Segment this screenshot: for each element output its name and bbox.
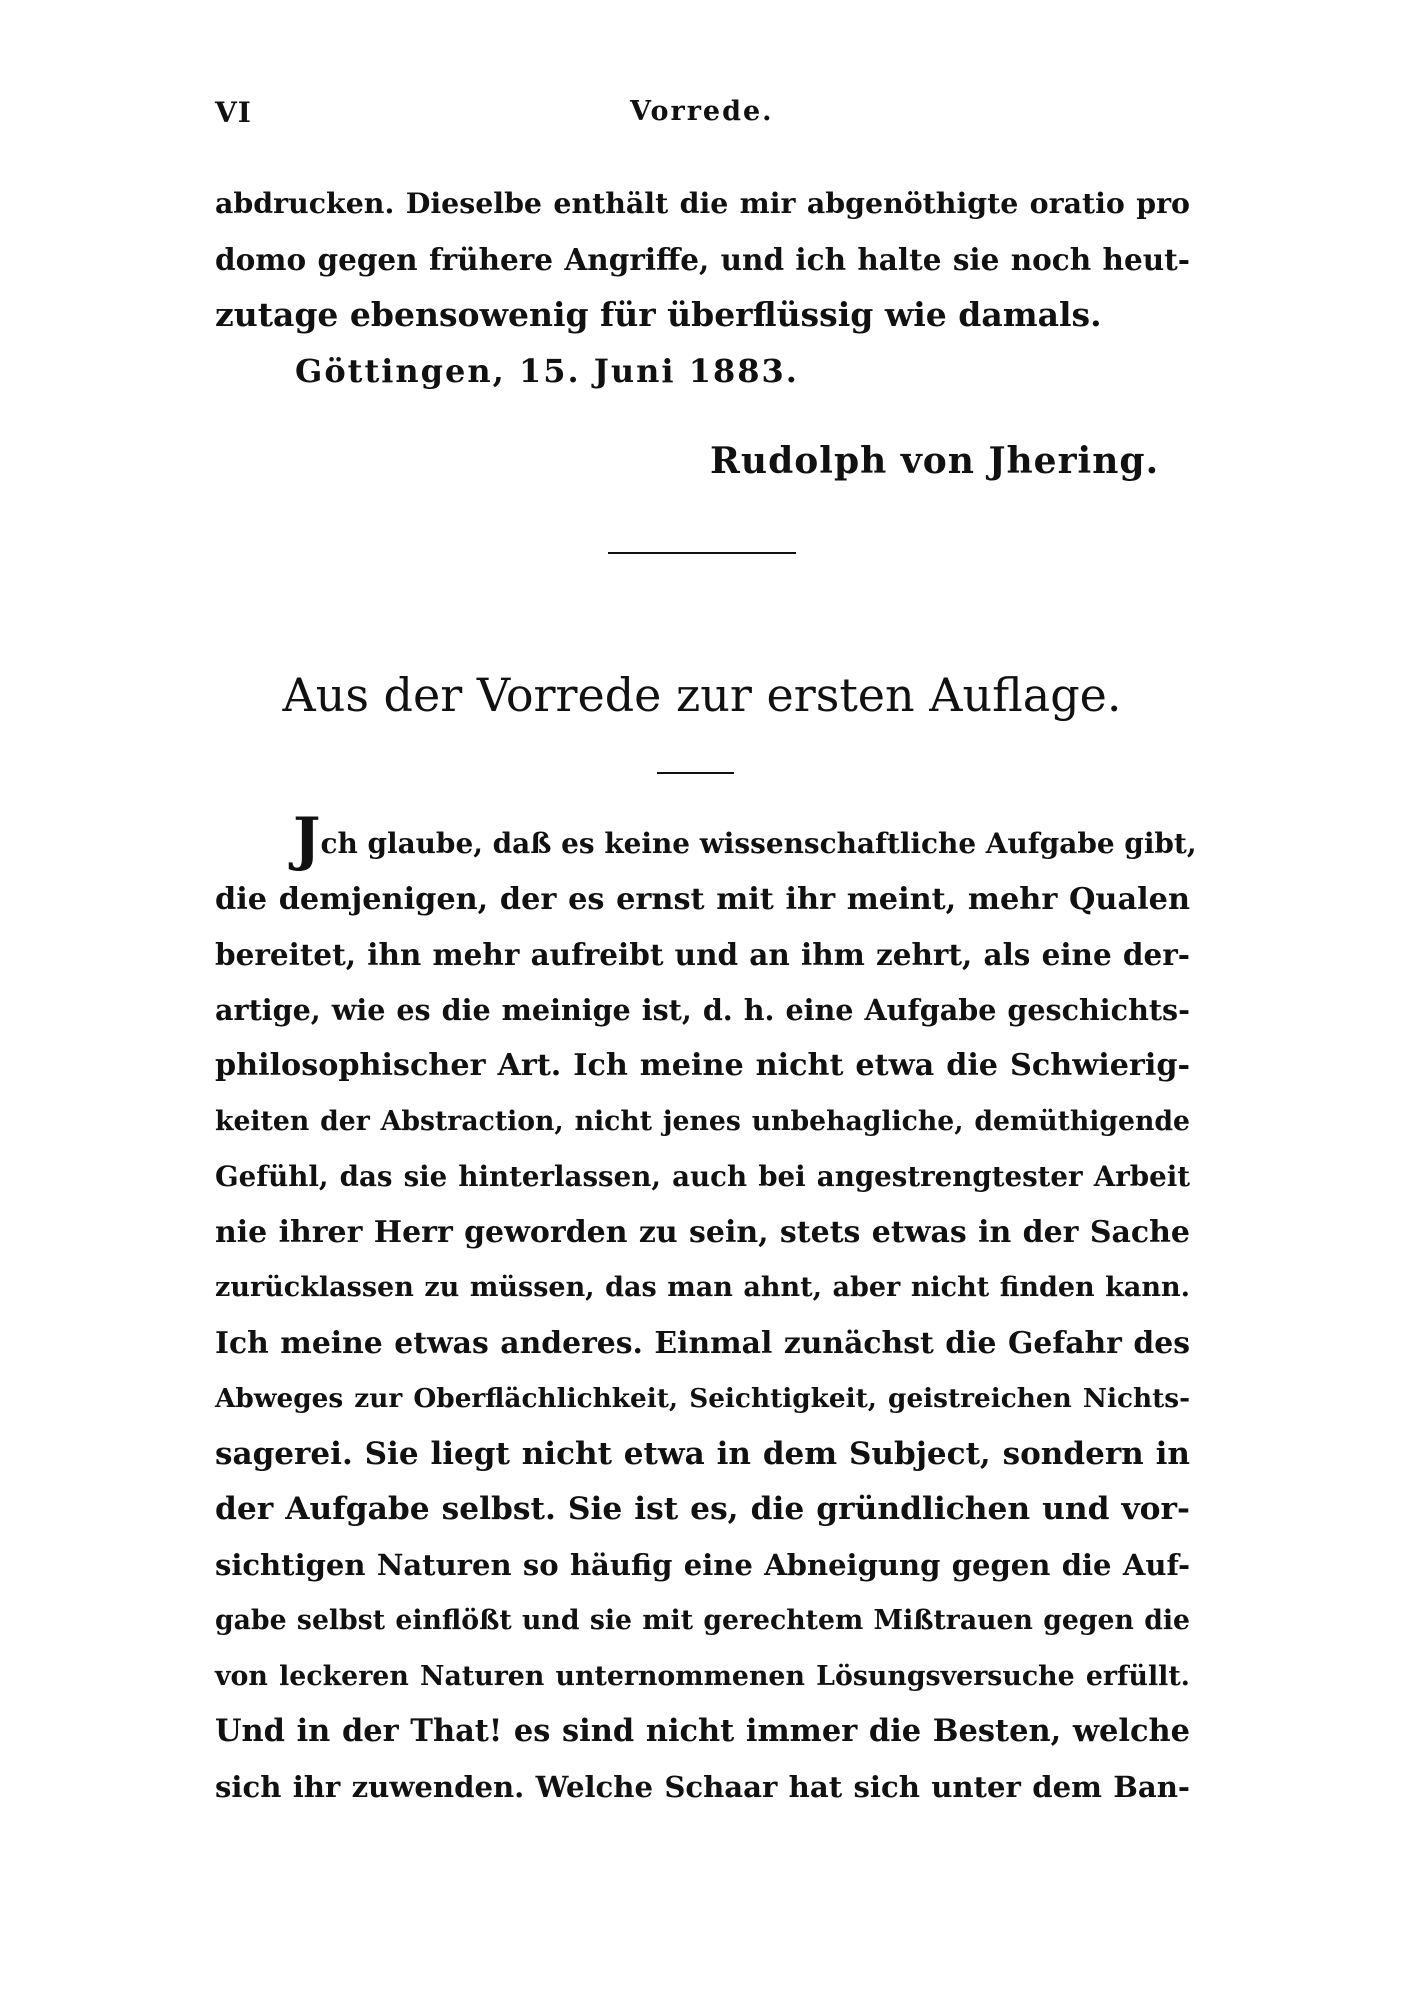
body-line: Und in der That! es sind nicht immer die Besten, welche [215,1713,1190,1749]
body-line: zurücklassen zu müssen, das man ahnt, aber nicht finden kann. [215,1272,1190,1303]
body-first-line-text: ch glaube, daß es keine wissenschaftliche Aufgabe gibt, [320,827,1197,860]
body-line: sich ihr zuwenden. Welche Schaar hat sich unter dem Ban- [215,1769,1190,1804]
intro-line: zutage ebensowenig für überflüssig wie damals. [215,295,1102,334]
body-paragraph [215,805,1197,1815]
dateline: Göttingen, 15. Juni 1883. [295,352,799,390]
body-line: die demjenigen, der es ernst mit ihr meint, mehr Qualen [215,881,1190,917]
drop-initial: J [293,805,321,873]
body-line: Ich meine etwas anderes. Einmal zunächst die Gefahr des [215,1325,1190,1361]
body-line: sichtigen Naturen so häufig eine Abneigung gegen die Auf- [215,1547,1190,1582]
body-line: sagerei. Sie liegt nicht etwa in dem Subject, sondern in [215,1435,1190,1472]
body-line: philosophischer Art. Ich meine nicht etwa die Schwierig- [215,1048,1190,1083]
body-line: Gefühl, das sie hinterlassen, auch bei angestrengtester Arbeit [215,1160,1190,1193]
running-head [215,96,1215,136]
body-first-line [215,805,1197,873]
page-number: VI [215,96,252,129]
body-line: artige, wie es die meinige ist, d. h. eine Aufgabe geschichts- [215,992,1190,1027]
intro-line: abdrucken. Dieselbe enthält die mir abgenöthigte oratio pro [215,186,1190,220]
author-signature: Rudolph von Jhering. [710,440,1160,482]
body-line: von leckeren Naturen unternommenen Lösungsversuche erfüllt. [215,1660,1190,1692]
intro-paragraph [215,176,1190,343]
body-line: der Aufgabe selbst. Sie ist es, die gründlichen und vor- [215,1491,1190,1527]
running-title: Vorrede. [630,96,774,127]
intro-line: domo gegen frühere Angriffe, und ich halte sie noch heut- [215,241,1190,277]
heading-rule [657,772,734,774]
section-heading: Aus der Vorrede zur ersten Auflage. [282,668,1122,722]
body-line: nie ihrer Herr geworden zu sein, stets etwas in der Sache [215,1214,1190,1250]
body-line: bereitet, ihn mehr aufreibt und an ihm zehrt, als eine der- [215,937,1190,972]
body-line: keiten der Abstraction, nicht jenes unbehagliche, demüthigende [215,1105,1190,1137]
body-line: Abweges zur Oberflächlichkeit, Seichtigkeit, geistreichen Nichts- [215,1383,1190,1414]
body-line: gabe selbst einflößt und sie mit gerechtem Mißtrauen gegen die [215,1605,1190,1636]
section-divider [608,552,796,554]
